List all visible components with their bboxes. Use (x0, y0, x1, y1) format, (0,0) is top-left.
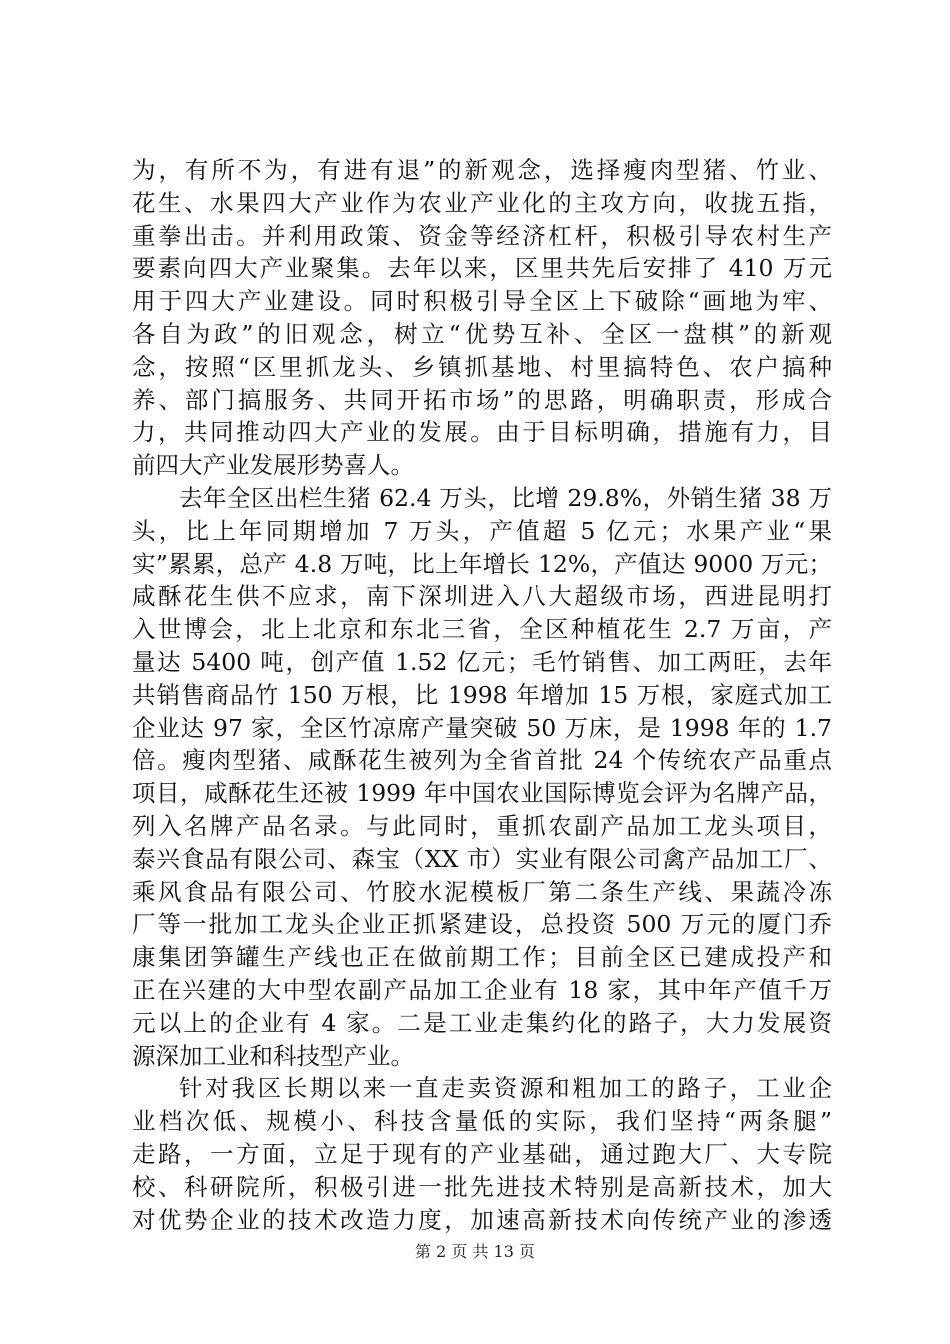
text-line: 企业达 97 家，全区竹凉席产量突破 50 万床，是 1998 年的 1.7 (132, 713, 832, 742)
page-number-footer: 第 2 页 共 13 页 (415, 1242, 535, 1261)
text-line: 为，有所不为，有进有退”的新观念，选择瘦肉型猪、竹业、 (132, 156, 832, 184)
paragraph-first-line: 去年全区出栏生猪 62.4 万头，比增 29.8%，外销生猪 38 万 (179, 483, 832, 512)
text-line: 元以上的企业有 4 家。二是工业走集约化的路子，大力发展资 (132, 1008, 832, 1037)
text-line: 前四大产业发展形势喜人。 (132, 451, 414, 480)
text-line: 入世博会，北上北京和东北三省，全区种植花生 2.7 万亩，产 (132, 615, 832, 644)
text-line: 量达 5400 吨，创产值 1.52 亿元；毛竹销售、加工两旺，去年 (132, 647, 832, 676)
text-line: 厂等一批加工龙头企业正抓紧建设，总投资 500 万元的厦门乔 (132, 910, 832, 939)
text-line: 养、部门搞服务、共同开拓市场”的思路，明确职责，形成合 (132, 385, 832, 414)
text-line: 头，比上年同期增加 7 万头，产值超 5 亿元；水果产业“果 (132, 516, 832, 545)
text-line: 乘风食品有限公司、竹胶水泥模板厂第二条生产线、果蔬冷冻 (132, 877, 832, 906)
text-line: 业档次低、规模小、科技含量低的实际，我们坚持“两条腿” (132, 1107, 832, 1136)
text-line: 重拳出击。并利用政策、资金等经济杠杆，积极引导农村生产 (132, 221, 832, 250)
text-line: 列入名牌产品名录。与此同时，重抓农副产品加工龙头项目， (132, 811, 832, 840)
text-line: 正在兴建的大中型农副产品加工企业有 18 家，其中年产值千万 (132, 975, 832, 1004)
body-text (132, 154, 832, 1236)
paragraph-first-line: 针对我区长期以来一直走卖资源和粗加工的路子，工业企 (179, 1074, 832, 1103)
text-line: 对优势企业的技术改造力度，加速高新技术向传统产业的渗透 (132, 1205, 832, 1234)
text-line: 花生、水果四大产业作为农业产业化的主攻方向，收拢五指， (132, 188, 832, 217)
text-line: 倍。瘦肉型猪、咸酥花生被列为全省首批 24 个传统农产品重点 (132, 746, 832, 775)
text-line: 康集团笋罐生产线也正在做前期工作；目前全区已建成投产和 (132, 943, 832, 972)
text-line: 咸酥花生供不应求，南下深圳进入八大超级市场，西进昆明打 (132, 582, 832, 611)
text-line: 泰兴食品有限公司、森宝（XX 市）实业有限公司禽产品加工厂、 (132, 844, 832, 873)
text-line: 要素向四大产业聚集。去年以来，区里共先后安排了 410 万元 (132, 254, 832, 283)
text-line: 各自为政”的旧观念，树立“优势互补、全区一盘棋”的新观 (132, 319, 832, 348)
text-line: 走路，一方面，立足于现有的产业基础，通过跑大厂、大专院 (132, 1139, 832, 1168)
text-line: 校、科研院所，积极引进一批先进技术特别是高新技术，加大 (132, 1172, 832, 1201)
text-line: 用于四大产业建设。同时积极引导全区上下破除“画地为牢、 (132, 287, 832, 316)
text-line: 项目，咸酥花生还被 1999 年中国农业国际博览会评为名牌产品， (132, 779, 832, 808)
text-line: 力，共同推动四大产业的发展。由于目标明确，措施有力，目 (132, 418, 832, 447)
text-line: 共销售商品竹 150 万根，比 1998 年增加 15 万根，家庭式加工 (132, 680, 832, 709)
text-line: 源深加工业和科技型产业。 (132, 1041, 414, 1070)
text-line: 念，按照“区里抓龙头、乡镇抓基地、村里搞特色、农户搞种 (132, 352, 832, 381)
text-line: 实”累累，总产 4.8 万吨，比上年增长 12%，产值达 9000 万元； (132, 549, 832, 578)
